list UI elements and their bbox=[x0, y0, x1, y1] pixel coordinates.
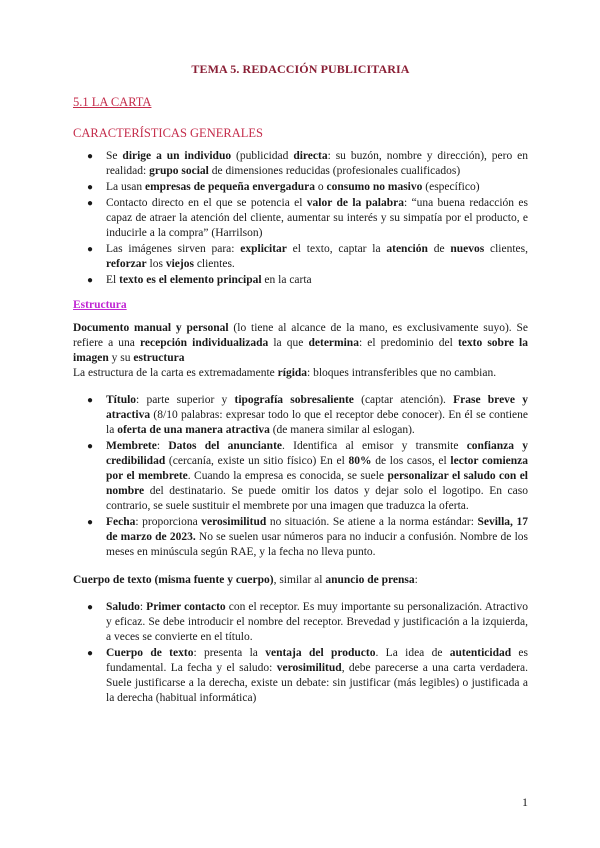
subsection-heading: CARACTERÍSTICAS GENERALES bbox=[73, 126, 263, 140]
structure-paragraph: La estructura de la carta es extremadamente rígida: bloques intransferibles que no cambian. bbox=[73, 367, 497, 379]
bullet-icon: ● bbox=[87, 441, 94, 452]
bullet-icon: ● bbox=[87, 182, 94, 193]
list-item: ● El texto es el elemento principal en la carta bbox=[87, 274, 312, 286]
body-intro-paragraph: Cuerpo de texto (misma fuente y cuerpo), similar al anuncio de prensa: bbox=[73, 574, 418, 586]
list-item: ● La usan empresas de pequeña envergadura o consumo no masivo (específico) bbox=[87, 181, 480, 193]
list-item: ● Las imágenes sirven para: explicitar el texto, captar la atención de nuevos clientes, reforzar los viejos clientes. bbox=[87, 243, 529, 270]
page-number: 1 bbox=[522, 795, 528, 809]
body-list bbox=[73, 600, 528, 706]
list-item: ● Saludo: Primer contacto con el receptor. Es muy importante su personalización. Atractivo y eficaz. Se debe introducir el nombre del receptor. Brevedad y justificación a la izquierda, a veces se convierte en el título. bbox=[87, 601, 528, 643]
document-title: TEMA 5. REDACCIÓN PUBLICITARIA bbox=[191, 62, 410, 76]
list-item: ● Título: parte superior y tipografía sobresaliente (captar atención). Frase breve y atractiva (8/10 palabras: expresar todo lo que el receptor debe conocer). En él se contiene la oferta de una manera atractiva (de manera similar al eslogan). bbox=[87, 394, 528, 436]
bullet-icon: ● bbox=[87, 602, 94, 613]
bullet-icon: ● bbox=[87, 395, 94, 406]
intro-paragraph: Documento manual y personal (lo tiene al alcance de la mano, es exclusivamente suyo). Se refiere a una recepción individualizada la que determina: el predominio del texto sobre la imagen y su estructura bbox=[73, 322, 528, 364]
general-features-list bbox=[73, 149, 528, 288]
list-item: ● Membrete: Datos del anunciante. Identifica al emisor y transmite confianza y credibilidad (cercanía, existe un sitio físico) En el 80% de los casos, el lector comienza por el membrete. Cuando la empresa es conocida, se suele personalizar el saludo con el nombre del destinatario. Se puede omitir los datos y dejar solo el logotipo. En caso contrario, se suele sustituir el membrete por una imagen que traduzca la oferta. bbox=[87, 440, 528, 512]
bullet-icon: ● bbox=[87, 198, 94, 209]
bullet-icon: ● bbox=[87, 151, 94, 162]
list-item: ● Se dirige a un individuo (publicidad directa: su buzón, nombre y dirección), pero en realidad: grupo social de dimensiones reducidas (profesionales cualificados) bbox=[87, 150, 529, 177]
bullet-icon: ● bbox=[87, 275, 94, 286]
section-heading: 5.1 LA CARTA bbox=[73, 95, 152, 109]
list-item: ● Cuerpo de texto: presenta la ventaja del producto. La idea de autenticidad es fundamental. La fecha y el saludo: verosimilitud, debe parecerse a una carta verdadera. Suele justificarse a la derecha, existe un debate: sin justificar (más legibles) o justificada a la derecha (habitual informática) bbox=[87, 647, 529, 704]
bullet-icon: ● bbox=[87, 648, 94, 659]
structure-list bbox=[73, 393, 528, 560]
structure-heading: Estructura bbox=[73, 299, 127, 311]
bullet-icon: ● bbox=[87, 517, 94, 528]
list-item: ● Contacto directo en el que se potencia el valor de la palabra: “una buena redacción es capaz de atraer la atención del cliente, aumentar su interés y su simpatía por el producto, e inducirle a la compra” (Harrilson) bbox=[87, 197, 528, 239]
list-item: ● Fecha: proporciona verosimilitud no situación. Se atiene a la norma estándar: Sevilla, 17 de marzo de 2023. No se suelen usar números para no inducir a confusión. Nombre de los meses en minúscula según RAE, y la fecha no lleva punto. bbox=[87, 516, 528, 558]
document-page bbox=[73, 62, 528, 707]
bullet-icon: ● bbox=[87, 244, 94, 255]
